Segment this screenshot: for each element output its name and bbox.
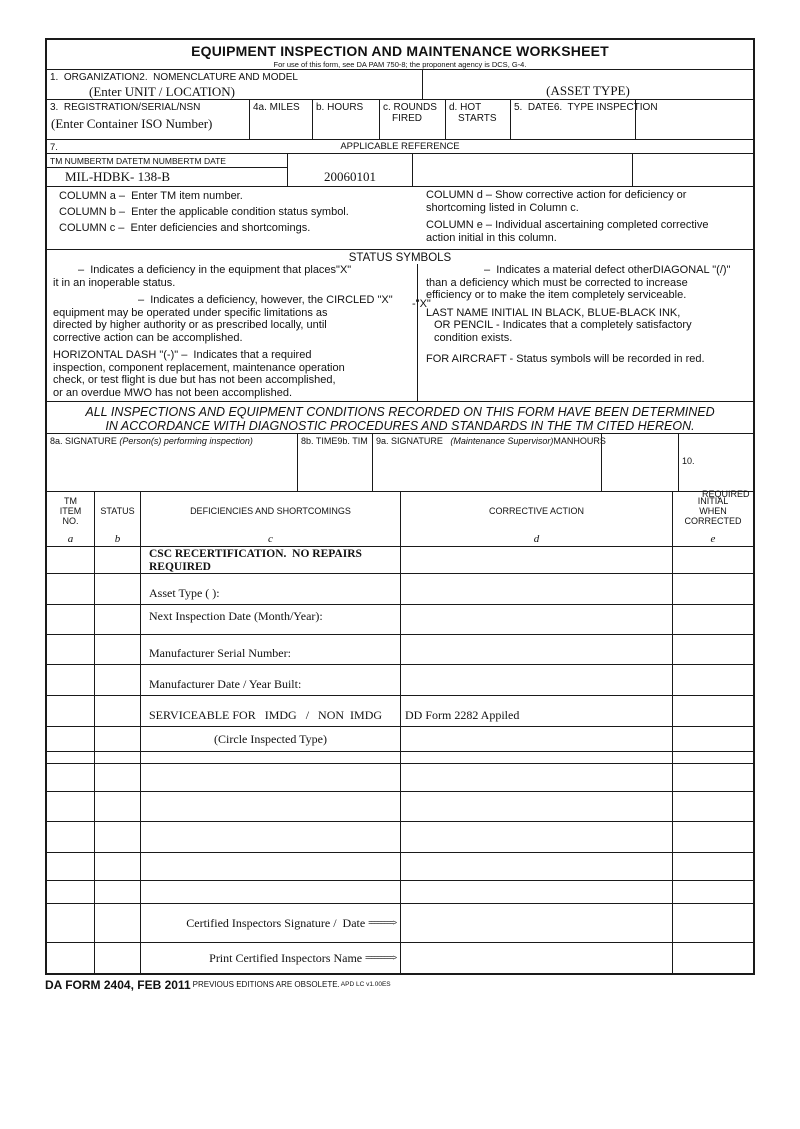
table-cell[interactable]	[400, 752, 672, 763]
status-symbols-right	[412, 264, 753, 402]
form-border	[45, 38, 755, 975]
col-c-label: DEFICIENCIES AND SHORTCOMINGS	[190, 506, 351, 516]
table-cell[interactable]	[94, 665, 140, 695]
supervisor-signature-cell[interactable]	[372, 434, 606, 491]
certified-signature-value-cell[interactable]	[400, 904, 672, 942]
table-cell[interactable]	[47, 792, 94, 821]
col-header-tm-item-no	[47, 492, 94, 546]
certified-signature-arrow: ========>	[368, 919, 396, 927]
last-name-initial-line1: LAST NAME INITIAL IN BLACK, BLUE-BLACK INK,	[426, 306, 681, 319]
table-cell[interactable]	[140, 764, 400, 791]
x-symbol-line1: – Indicates a deficiency in the equipment that places"X"	[78, 264, 352, 276]
table-cell[interactable]	[672, 727, 753, 751]
table-cell[interactable]	[94, 547, 140, 573]
table-cell[interactable]	[94, 792, 140, 821]
registration-cell[interactable]	[47, 100, 249, 139]
miles-cell[interactable]	[249, 100, 312, 139]
table-cell[interactable]	[94, 881, 140, 903]
table-cell[interactable]	[400, 822, 672, 852]
serviceable-entry: SERVICEABLE FOR IMDG / NON IMDG	[149, 708, 383, 722]
hot-starts-label-line2: STARTS	[458, 113, 497, 124]
column-instructions-right	[420, 187, 753, 249]
certification-statement	[47, 402, 753, 434]
table-cell[interactable]	[672, 764, 753, 791]
table-cell[interactable]	[672, 881, 753, 903]
form-subtitle: For use of this form, see DA PAM 750-8; the proponent agency is DCS, G-4.	[273, 60, 527, 69]
serial-number-row-cell[interactable]	[140, 635, 400, 664]
table-cell[interactable]	[400, 574, 672, 604]
col-header-corrective-action	[400, 492, 672, 546]
item7-number: 7.	[50, 142, 58, 153]
tm-column-headers: TM NUMBERTM DATETM NUMBERTM DATE	[47, 154, 287, 168]
table-cell[interactable]	[94, 574, 140, 604]
status-symbols-heading: STATUS SYMBOLS	[348, 252, 452, 264]
rounds-fired-label-line2: FIRED	[392, 113, 422, 124]
year-built-entry: Manufacturer Date / Year Built:	[149, 677, 302, 691]
table-cell[interactable]	[400, 605, 672, 634]
table-row	[47, 904, 753, 943]
table-cell[interactable]	[47, 881, 94, 903]
inspection-table	[47, 492, 753, 973]
column-a-instruction: COLUMN a – Enter TM item number.	[59, 190, 243, 202]
tm-date2-cell[interactable]	[632, 154, 753, 186]
table-cell[interactable]	[94, 696, 140, 726]
circled-x-line3: directed by higher authority or as prescribed locally, until	[53, 319, 327, 331]
table-cell[interactable]	[94, 752, 140, 763]
table-cell[interactable]	[400, 727, 672, 751]
diagonal-line2: than a deficiency which must be corrected to increase	[426, 276, 688, 289]
table-cell[interactable]	[400, 853, 672, 880]
sig-8a-label-italic: (Person(s) performing inspection)	[119, 436, 253, 446]
table-cell[interactable]	[140, 881, 400, 903]
title-block	[47, 40, 753, 70]
status-symbols-left	[47, 264, 417, 402]
col-e-line2: WHEN	[699, 506, 727, 516]
table-cell[interactable]	[672, 696, 753, 726]
table-cell[interactable]	[94, 635, 140, 664]
table-cell[interactable]	[400, 764, 672, 791]
col-e-line3: CORRECTED	[684, 516, 742, 526]
print-name-label: Print Certified Inspectors Name	[209, 950, 363, 965]
table-row	[47, 752, 753, 764]
organization-cell[interactable]	[47, 70, 422, 99]
tm-number2-cell[interactable]	[412, 154, 632, 186]
form-number: DA FORM 2404, FEB 2011	[45, 978, 191, 992]
table-cell[interactable]	[94, 853, 140, 880]
col-a-letter: a	[67, 533, 74, 545]
date-type-inspection-label: 5. DATE6. TYPE INSPECTION	[514, 102, 658, 113]
table-row	[47, 665, 753, 696]
unit-location-value[interactable]: (Enter UNIT / LOCATION)	[89, 84, 235, 99]
csc-line1: CSC RECERTIFICATION. NO REPAIRS	[149, 548, 362, 560]
horizontal-dash-line1: HORIZONTAL DASH "(-)" – Indicates that a required	[53, 349, 312, 361]
tm-date-cell[interactable]	[287, 154, 412, 186]
block-organization-nomenclature	[47, 70, 753, 100]
table-cell[interactable]	[672, 822, 753, 852]
col-c-letter: c	[268, 533, 273, 545]
table-cell[interactable]	[47, 727, 94, 751]
column-d-instruction-line1: COLUMN d – Show corrective action for deficiency or	[426, 189, 687, 201]
table-cell[interactable]	[400, 792, 672, 821]
table-cell[interactable]	[400, 881, 672, 903]
asset-type-row-cell[interactable]	[140, 574, 400, 604]
rounds-fired-label-line1: c. ROUNDS	[383, 102, 437, 113]
sig-8a-label: 8a. SIGNATURE	[50, 436, 120, 446]
table-row	[47, 574, 753, 605]
registration-label: 3. REGISTRATION/SERIAL/NSN	[50, 102, 201, 113]
applicable-reference-title: APPLICABLE REFERENCE	[340, 141, 460, 152]
horizontal-dash-line2: inspection, component replacement, maintenance operation	[53, 361, 345, 374]
col-e-line1: INITIAL	[697, 496, 729, 506]
col-a-line2: ITEM	[59, 506, 82, 516]
table-row	[47, 635, 753, 665]
table-cell[interactable]	[94, 904, 140, 942]
table-row	[47, 547, 753, 574]
table-cell[interactable]	[140, 792, 400, 821]
table-row	[47, 822, 753, 853]
diagonal-line3: efficiency or to make the item completely serviceable.	[426, 289, 687, 301]
form-footer	[45, 978, 391, 992]
table-cell[interactable]	[400, 547, 672, 573]
table-row	[47, 881, 753, 904]
signature-row	[47, 434, 753, 499]
col-d-letter: d	[533, 533, 540, 545]
circle-type-entry: (Circle Inspected Type)	[214, 731, 327, 746]
table-row	[47, 696, 753, 727]
col-d-label: CORRECTIVE ACTION	[488, 506, 584, 516]
organization-label: 1. ORGANIZATION2. NOMENCLATURE AND MODEL	[50, 72, 298, 83]
serviceable-row-cell[interactable]	[140, 696, 400, 726]
horizontal-dash-line4: or an overdue MWO has not been accomplished.	[53, 386, 293, 399]
table-row	[47, 853, 753, 881]
circled-x-line2: equipment may be operated under specific limitations as	[53, 306, 328, 319]
time-label: 8b. TIME9b. TIM	[301, 436, 368, 446]
table-cell[interactable]	[94, 764, 140, 791]
hours-cell[interactable]	[312, 100, 379, 139]
table-cell[interactable]	[94, 943, 140, 973]
table-cell[interactable]	[400, 635, 672, 664]
required-label: REQUIRED	[702, 489, 750, 499]
item10-label: 10.	[682, 456, 695, 466]
table-row	[47, 605, 753, 635]
rounds-fired-cell[interactable]	[379, 100, 445, 139]
table-cell[interactable]	[94, 605, 140, 634]
table-cell[interactable]	[47, 605, 94, 634]
last-name-initial-line3: condition exists.	[434, 331, 513, 344]
nomenclature-cell[interactable]	[422, 70, 753, 99]
table-cell[interactable]	[140, 822, 400, 852]
table-cell[interactable]	[94, 727, 140, 751]
container-iso-value[interactable]: (Enter Container ISO Number)	[51, 116, 213, 131]
column-d-instruction-line2: shortcoming listed in Column c.	[426, 201, 579, 214]
sig-9a-label-italic: (Maintenance Supervisor)	[450, 436, 554, 446]
column-b-instruction: COLUMN b – Enter the applicable condition status symbol.	[59, 206, 349, 218]
column-c-instruction: COLUMN c – Enter deficiencies and shortcomings.	[59, 222, 311, 234]
hours-label: b. HOURS	[316, 102, 364, 113]
table-cell[interactable]	[672, 635, 753, 664]
table-cell[interactable]	[47, 764, 94, 791]
col-header-status	[94, 492, 140, 546]
apd-note: APD LC v1.00ES	[340, 981, 391, 988]
miles-label: 4a. MILES	[253, 102, 300, 113]
certification-line1: ALL INSPECTIONS AND EQUIPMENT CONDITIONS RECORDED ON THIS FORM HAVE BEEN DETERMINED	[85, 405, 715, 419]
table-header-row	[47, 492, 753, 547]
sig-9a-label: 9a. SIGNATURE	[376, 436, 451, 446]
table-cell[interactable]	[672, 665, 753, 695]
print-name-arrow: =========>	[365, 954, 396, 962]
table-row	[47, 764, 753, 792]
table-cell[interactable]	[672, 752, 753, 763]
column-instructions	[47, 187, 753, 250]
csc-line2: REQUIRED	[149, 561, 211, 573]
table-cell[interactable]	[47, 635, 94, 664]
x-overlap-artifact: -"X"	[412, 298, 431, 310]
table-cell[interactable]	[47, 574, 94, 604]
column-e-instruction-line2: action initial in this column.	[426, 231, 557, 244]
table-row	[47, 792, 753, 822]
table-cell[interactable]	[47, 904, 94, 942]
next-inspection-entry: Next Inspection Date (Month/Year):	[149, 609, 323, 623]
col-b-label: STATUS	[100, 506, 135, 516]
deficiency-csc-recertification[interactable]	[140, 547, 400, 573]
circled-x-line1: – Indicates a deficiency, however, the CIRCLED "X"	[138, 294, 393, 306]
circle-type-row-cell[interactable]	[140, 727, 400, 751]
dd-form-entry: DD Form 2282 Appiled	[405, 708, 520, 722]
table-cell[interactable]	[672, 605, 753, 634]
status-symbols-section	[47, 250, 753, 402]
manhours-label: MANHOURS	[553, 436, 606, 446]
diagonal-line1: – Indicates a material defect otherDIAGONAL "(/)"	[484, 264, 731, 276]
table-cell[interactable]	[47, 665, 94, 695]
print-name-value-cell[interactable]	[400, 943, 672, 973]
certification-line2: IN ACCORDANCE WITH DIAGNOSTIC PROCEDURES AND STANDARDS IN THE TM CITED HEREON.	[105, 419, 695, 433]
applicable-reference-header	[47, 140, 753, 154]
table-cell[interactable]	[47, 943, 94, 973]
table-cell[interactable]	[140, 752, 400, 763]
table-cell[interactable]	[672, 904, 753, 942]
col-header-initial-when-corrected	[672, 492, 753, 546]
asset-type-entry: Asset Type ( ):	[149, 586, 220, 600]
col-a-line3: NO.	[62, 516, 79, 526]
inspector-signature-cell[interactable]	[47, 434, 297, 491]
x-symbol-line2: it in an inoperable status.	[53, 276, 176, 289]
table-cell[interactable]	[47, 853, 94, 880]
tm-reference-block	[47, 154, 753, 187]
table-cell[interactable]	[672, 574, 753, 604]
obsolete-note: PREVIOUS EDITIONS ARE OBSOLETE.	[192, 980, 340, 989]
last-name-initial-line2: OR PENCIL - Indicates that a completely satisfactory	[434, 319, 692, 331]
table-cell[interactable]	[140, 853, 400, 880]
hot-starts-cell[interactable]	[445, 100, 510, 139]
col-header-deficiencies	[140, 492, 400, 546]
print-name-row-cell[interactable]	[140, 943, 400, 973]
certified-signature-label: Certified Inspectors Signature / Date	[186, 915, 366, 930]
time-cell[interactable]	[297, 434, 372, 491]
manhours-cell[interactable]	[601, 434, 678, 491]
table-cell[interactable]	[672, 547, 753, 573]
column-instructions-left	[47, 187, 420, 249]
tm-number-value[interactable]: MIL-HDBK- 138-B	[65, 169, 171, 184]
manhours-required-cell[interactable]	[678, 434, 753, 499]
column-e-instruction-line1: COLUMN e – Individual ascertaining completed corrective	[426, 219, 709, 231]
col-b-letter: b	[114, 533, 121, 545]
horizontal-dash-line3: check, or test flight is due but has not been accomplished,	[53, 374, 336, 386]
table-cell[interactable]	[47, 822, 94, 852]
dd-form-row-cell[interactable]	[400, 696, 672, 726]
table-cell[interactable]	[94, 822, 140, 852]
table-cell[interactable]	[400, 665, 672, 695]
type-inspection-value-cell[interactable]	[635, 100, 753, 139]
asset-type-value[interactable]: (ASSET TYPE)	[546, 83, 630, 98]
table-cell[interactable]	[47, 752, 94, 763]
block-registration-usage	[47, 100, 753, 140]
col-a-line1: TM	[64, 496, 77, 506]
tm-number-cell[interactable]	[47, 154, 287, 186]
col-e-letter: e	[710, 533, 716, 545]
hot-starts-label-line1: d. HOT	[449, 102, 482, 113]
table-cell[interactable]	[672, 853, 753, 880]
table-row	[47, 727, 753, 752]
table-cell[interactable]	[672, 943, 753, 973]
serial-number-entry: Manufacturer Serial Number:	[149, 646, 291, 660]
for-aircraft-note: FOR AIRCRAFT - Status symbols will be recorded in red.	[426, 353, 705, 365]
form-title: EQUIPMENT INSPECTION AND MAINTENANCE WORKSHEET	[191, 43, 609, 59]
table-cell[interactable]	[47, 696, 94, 726]
circled-x-line4: corrective action can be accomplished.	[53, 331, 243, 344]
tm-date-value[interactable]: 20060101	[324, 169, 376, 184]
certified-signature-row-cell[interactable]	[140, 904, 400, 942]
table-cell[interactable]	[47, 547, 94, 573]
date-type-inspection-cell[interactable]	[510, 100, 658, 139]
table-row	[47, 943, 753, 973]
next-inspection-row-cell[interactable]	[140, 605, 400, 634]
year-built-row-cell[interactable]	[140, 665, 400, 695]
table-cell[interactable]	[672, 792, 753, 821]
